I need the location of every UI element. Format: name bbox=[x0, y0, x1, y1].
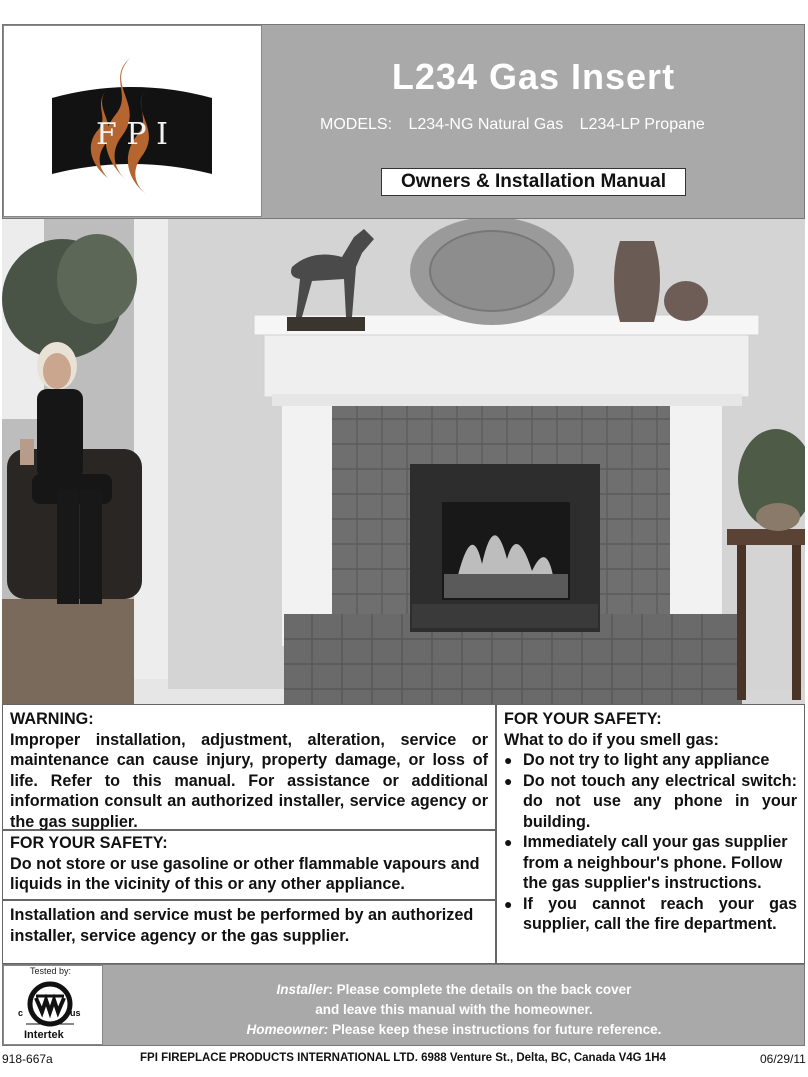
company-address: FPI FIREPLACE PRODUCTS INTERNATIONAL LTD. 6988 Venture St., Delta, BC, Canada V4G 1H4 bbox=[140, 1052, 666, 1064]
safety-left-body: Do not store or use gasoline or other flammable vapours and liquids in the vicinity of this or any other appliance. bbox=[10, 854, 480, 893]
safety-left-heading: FOR YOUR SAFETY: bbox=[10, 834, 168, 852]
safety-panel-left bbox=[2, 830, 496, 900]
models-label: MODELS: bbox=[320, 116, 393, 133]
list-item: ● Immediately call your gas supplier from a neighbour's phone. Follow the gas supplier's instructions. bbox=[504, 832, 797, 894]
gas-smell-list bbox=[504, 750, 797, 935]
list-item: ● If you cannot reach your gas supplier, call the fire department. bbox=[504, 894, 797, 935]
warning-heading: WARNING: bbox=[10, 710, 94, 728]
logo-text: F P I bbox=[96, 117, 168, 152]
homeowner-text: Please keep these instructions for future reference. bbox=[328, 1022, 662, 1037]
models-line bbox=[320, 116, 717, 134]
homeowner-label: Homeowner: bbox=[246, 1022, 329, 1037]
installation-note-text: Installation and service must be performed by an authorized installer, service agency or the gas supplier. bbox=[10, 906, 474, 945]
model-ng: L234-NG Natural Gas bbox=[408, 116, 564, 133]
cert-us-label: us bbox=[70, 1008, 81, 1018]
list-item: ● Do not try to light any appliance bbox=[504, 750, 797, 771]
model-lp: L234-LP Propane bbox=[579, 116, 705, 133]
installer-text: : Please complete the details on the back cover bbox=[328, 982, 632, 997]
cert-c-label: c bbox=[18, 1008, 24, 1018]
page-title: L234 Gas Insert bbox=[391, 56, 676, 97]
warning-body: Improper installation, adjustment, alteration, service or maintenance can cause injury, property damage, or loss of life. Refer to this manual. For assistance or additional information consult an authorized installer, service agency or the gas supplier. bbox=[10, 730, 488, 831]
warning-panel bbox=[2, 704, 496, 830]
list-item: ● Do not touch any electrical switch: do not use any phone in your building. bbox=[504, 771, 797, 833]
safety-panel-right bbox=[496, 704, 805, 964]
fireplace-photo bbox=[2, 219, 805, 704]
homeowner-line bbox=[104, 1020, 804, 1040]
installer-label: Installer bbox=[276, 982, 329, 997]
safety-right-subheading: What to do if you smell gas: bbox=[504, 730, 719, 749]
woven-plate bbox=[410, 219, 574, 325]
installer-line-2: and leave this manual with the homeowner. bbox=[315, 1002, 593, 1017]
fireplace-illustration bbox=[2, 219, 805, 704]
manual-title: Owners & Installation Manual bbox=[381, 168, 686, 196]
part-number: 918-667a bbox=[2, 1052, 53, 1066]
gas-insert bbox=[410, 464, 600, 632]
installer-line bbox=[104, 980, 804, 1000]
revision-date: 06/29/11 bbox=[760, 1052, 806, 1066]
logo-box bbox=[3, 25, 262, 217]
tested-by-label: Tested by: bbox=[30, 966, 72, 976]
installation-note bbox=[2, 900, 496, 964]
footer-notes bbox=[104, 980, 804, 1040]
fpi-logo bbox=[4, 26, 261, 216]
safety-right-heading: FOR YOUR SAFETY: bbox=[504, 710, 662, 728]
intertek-label: Intertek bbox=[24, 1029, 64, 1041]
